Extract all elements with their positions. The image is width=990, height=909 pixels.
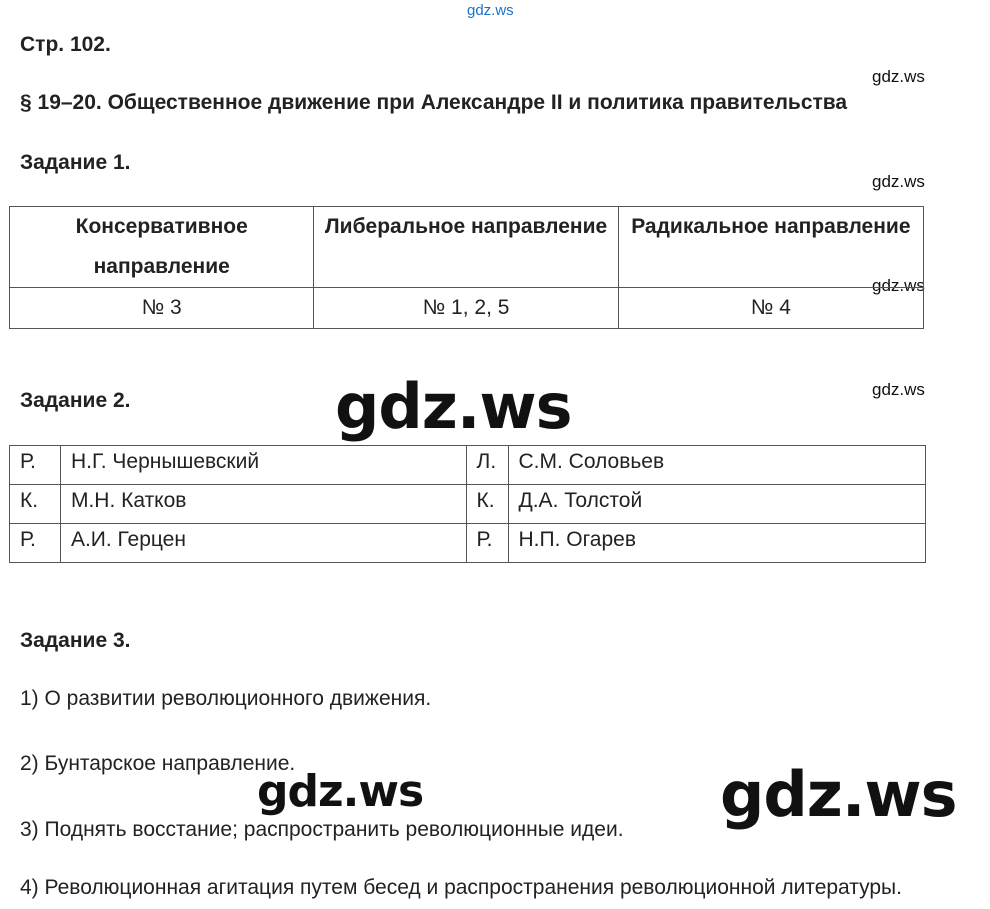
person-name: Д.А. Толстой [508, 485, 926, 524]
person-name: А.И. Герцен [60, 524, 466, 563]
direction-mark: Р. [10, 524, 61, 563]
person-name: Н.П. Огарев [508, 524, 926, 563]
task1-table [9, 206, 924, 329]
task2-table [9, 445, 926, 563]
direction-mark: Р. [466, 524, 508, 563]
answer-line: 2) Бунтарское направление. [20, 752, 296, 775]
page-label: Стр. 102. [20, 33, 111, 56]
value-conservative: № 3 [10, 288, 314, 329]
value-liberal: № 1, 2, 5 [314, 288, 618, 329]
watermark-top: gdz.ws [467, 2, 514, 19]
watermark-large: gdz.ws [257, 766, 424, 817]
direction-mark: К. [466, 485, 508, 524]
watermark-small: gdz.ws [872, 67, 925, 86]
answer-line: 4) Революционная агитация путем бесед и распространения революционной литературы. [20, 876, 902, 899]
section-title: § 19–20. Общественное движение при Александре II и политика правительства [20, 91, 848, 114]
table-row [10, 485, 926, 524]
header-radical: Радикальное направление [618, 207, 923, 288]
table-row [10, 446, 926, 485]
task3-title: Задание 3. [20, 629, 131, 652]
watermark-large: gdz.ws [335, 370, 572, 443]
table-row [10, 524, 926, 563]
watermark-small: gdz.ws [872, 172, 925, 191]
answer-line: 1) О развитии революционного движения. [20, 687, 432, 710]
direction-mark: Р. [10, 446, 61, 485]
task2-title: Задание 2. [20, 389, 131, 412]
direction-mark: К. [10, 485, 61, 524]
direction-mark: Л. [466, 446, 508, 485]
header-conservative: Консервативное направление [10, 207, 314, 288]
person-name: Н.Г. Чернышевский [60, 446, 466, 485]
watermark-small: gdz.ws [872, 380, 925, 399]
value-radical: № 4 [618, 288, 923, 329]
person-name: С.М. Соловьев [508, 446, 926, 485]
header-liberal: Либеральное направление [314, 207, 618, 288]
watermark-large: gdz.ws [720, 758, 957, 831]
watermark-small: gdz.ws [872, 276, 925, 295]
task1-title: Задание 1. [20, 151, 131, 174]
answer-line: 3) Поднять восстание; распространить революционные идеи. [20, 818, 624, 841]
person-name: М.Н. Катков [60, 485, 466, 524]
